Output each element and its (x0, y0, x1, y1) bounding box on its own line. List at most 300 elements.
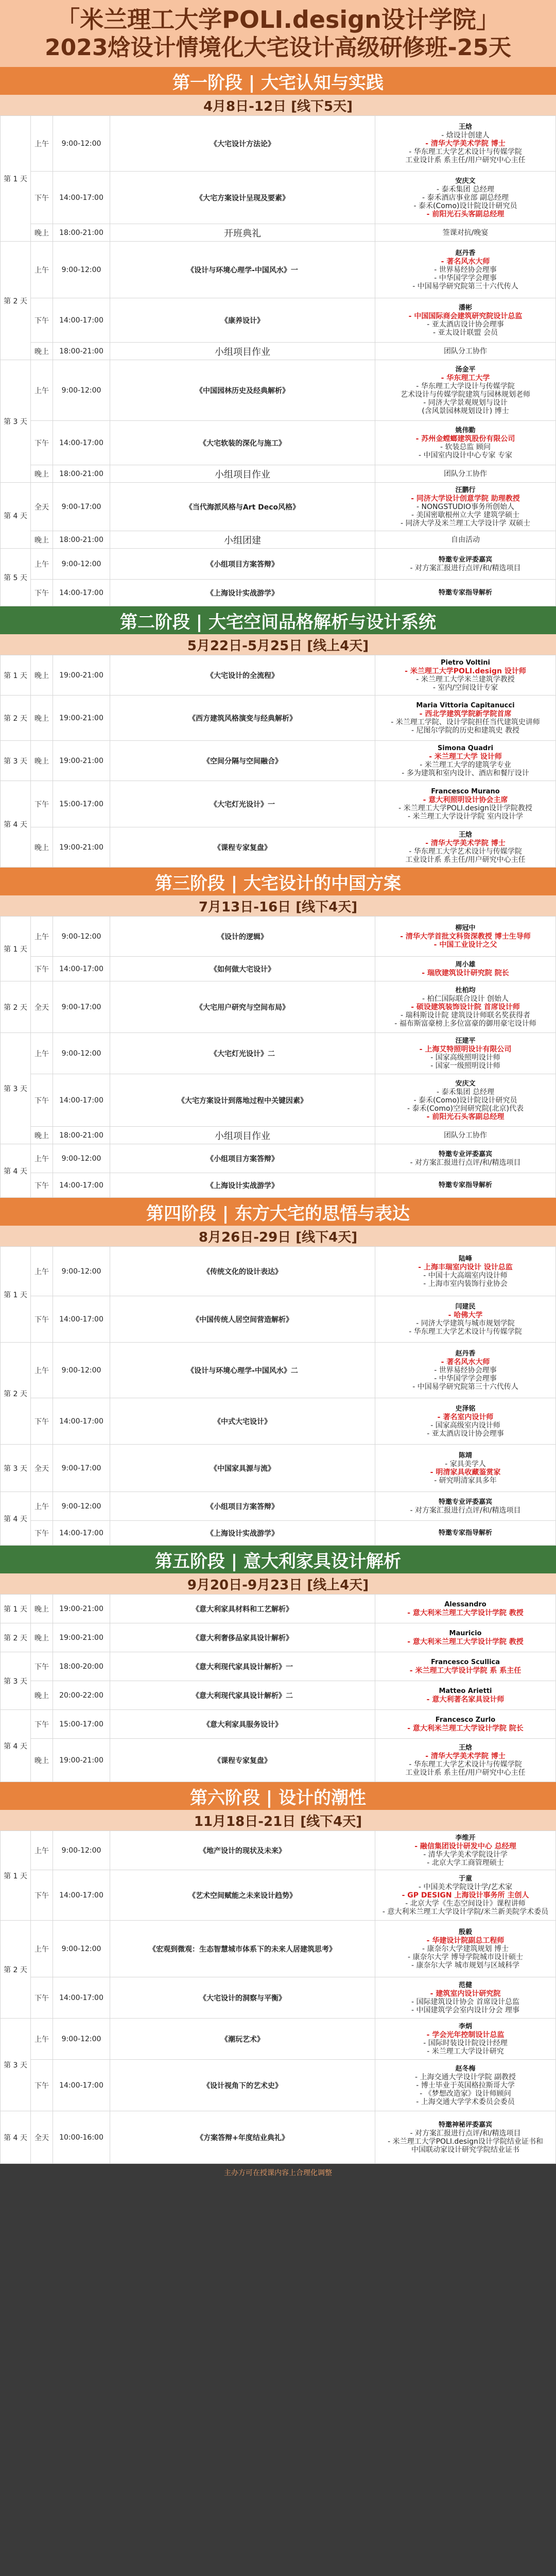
lecturer-credential: - 西北学建筑学院新学院首席 (419, 709, 512, 718)
footer-note: 主办方可在授课内容上合理化调整 (0, 2164, 556, 2181)
day-label: 第 4 天 (1, 781, 31, 868)
course-title: 《地产设计的现状及未来》 (110, 1831, 375, 1870)
session-time: 19:00-21:00 (53, 1623, 110, 1652)
lecturer-credential: - 中华国学学会理事 (434, 274, 497, 282)
course-title: 《意大利现代家具设计解析》二 (110, 1681, 375, 1710)
lecturer-info (375, 781, 556, 827)
session-period: 上午 (31, 1492, 53, 1521)
session-period: 上午 (31, 2019, 53, 2060)
schedule-row (1, 917, 556, 957)
lecturer-credential: - 同济大学设计创意学院 助理教授 (411, 494, 520, 503)
course-title: 《上海设计实战游学》 (110, 1521, 375, 1546)
schedule-table (0, 1594, 556, 1782)
lecturer-credential: - 华东理工大学 (441, 374, 490, 382)
lecturer-credential: - 福布斯富豪榜上多位富豪的御用豪宅设计师 (394, 1019, 536, 1028)
lecturer-credential: - 国家一级照明设计师 (430, 1061, 500, 1070)
lecturer-credential: - 亚太酒店设计协会理事 (427, 1429, 504, 1438)
stage-date: 8月26日-29日 [线下4天] (0, 1226, 556, 1246)
session-time: 9:00-12:00 (53, 1144, 110, 1173)
lecturer-credential: - 中国易学研究院第三十六代传人 (412, 1382, 518, 1391)
lecturer-credential: - 华建设计院副总工程师 (426, 1936, 505, 1945)
session-period: 上午 (31, 116, 53, 172)
lecturer-credential: - 《梦想改造家》设计师顾问 (420, 2089, 511, 2098)
session-period: 上午 (31, 549, 53, 580)
lecturer-info (375, 1921, 556, 1977)
schedule-row (1, 1247, 556, 1296)
lecturer-name: Maria Vittoria Capitanucci (416, 701, 515, 709)
lecturer-name: 安庆文 (455, 1079, 476, 1088)
session-period: 下午 (31, 1398, 53, 1445)
lecturer-info (375, 421, 556, 465)
day-label: 第 2 天 (1, 696, 31, 741)
lecturer-credential: - 中国十大高端室内设计师 (423, 1271, 508, 1280)
stage-date: 5月22日-5月25日 [线上4天] (0, 634, 556, 655)
session-period: 晚上 (31, 1681, 53, 1710)
lecturer-info (375, 172, 556, 224)
schedule-row (1, 298, 556, 343)
lecturer-credential: - 美国密歇根州立大学 建筑学硕士 (411, 511, 519, 519)
stage-date: 11月18日-21日 [线下4天] (0, 1810, 556, 1831)
lecturer-credential: - 中国室内设计中心专家 专家 (419, 451, 512, 460)
stage-section (0, 1782, 556, 2164)
course-title: 开班典礼 (110, 224, 375, 242)
lecturer-info (375, 483, 556, 531)
schedule-row (1, 1710, 556, 1739)
lecturer-info (375, 242, 556, 298)
schedule-row (1, 1831, 556, 1870)
lecturer-info (375, 655, 556, 696)
schedule-row (1, 957, 556, 981)
day-label: 第 4 天 (1, 2111, 31, 2164)
day-label: 第 3 天 (1, 2019, 31, 2111)
lecturer-credential: - 华东理工大学设计与传媒学院 (416, 382, 515, 391)
session-period: 下午 (31, 1521, 53, 1546)
session-time: 20:00-22:00 (53, 1681, 110, 1710)
lecturer-credential: - NONGSTUDIO事务所创始人 (416, 502, 514, 511)
lecturer-info (375, 1127, 556, 1144)
lecturer-credential: - 上海艾特照明设计有限公司 (419, 1045, 512, 1054)
lecturer-credential: - 对方案汇报进行点评/和/精选项目 (410, 2129, 521, 2138)
day-label: 第 4 天 (1, 1492, 31, 1546)
day-label: 第 1 天 (1, 1247, 31, 1343)
session-time: 9:00-12:00 (53, 1831, 110, 1870)
day-label: 第 1 天 (1, 655, 31, 696)
day-label: 第 3 天 (1, 1445, 31, 1492)
course-title: 《中式大宅设计》 (110, 1398, 375, 1445)
lecturer-name: Pietro Voltini (440, 658, 490, 667)
session-time: 19:00-21:00 (53, 741, 110, 781)
session-time: 10:00-16:00 (53, 2111, 110, 2164)
session-period: 下午 (31, 421, 53, 465)
lecturer-name: Matteo Arietti (439, 1687, 492, 1695)
lecturer-credential: - 米兰理工大学设计学院 室内设计学 (408, 812, 523, 821)
schedule-row (1, 242, 556, 298)
lecturer-credential: - 康奈尔大学 城市规划与区域科学 (411, 1961, 519, 1970)
day-label: 第 1 天 (1, 1595, 31, 1623)
lecturer-info (375, 1492, 556, 1521)
lecturer-info (375, 957, 556, 981)
day-label: 第 4 天 (1, 483, 31, 549)
lecturer-credential: - 瑞科斯设计院 建筑设计师联名奖获得者 (401, 1011, 530, 1020)
schedule-table (0, 916, 556, 1198)
lecturer-credential: - 硕设建筑装饰设计院 首席设计师 (411, 1003, 520, 1011)
day-label: 第 2 天 (1, 242, 31, 360)
stages-container (0, 67, 556, 2164)
lecturer-name: 汪鹏行 (455, 486, 476, 494)
lecturer-name: 潘彬 (458, 303, 472, 312)
day-label: 第 2 天 (1, 1623, 31, 1652)
schedule-row (1, 981, 556, 1033)
lecturer-name: 陈靖 (458, 1451, 472, 1460)
course-title: 《意大利家具材料和工艺解析》 (110, 1595, 375, 1623)
lecturer-info (375, 696, 556, 741)
session-period: 晚上 (31, 696, 53, 741)
session-period: 晚上 (31, 1623, 53, 1652)
lecturer-info (375, 1398, 556, 1445)
session-period: 上午 (31, 242, 53, 298)
session-time: 14:00-17:00 (53, 957, 110, 981)
lecturer-info (375, 981, 556, 1033)
schedule-table (0, 1831, 556, 2164)
lecturer-credential: - 米兰理工学院、设计学院担任当代建筑史讲师 (391, 718, 540, 726)
schedule-table (0, 115, 556, 606)
session-period: 下午 (31, 298, 53, 343)
schedule-row (1, 1492, 556, 1521)
session-time: 14:00-17:00 (53, 1296, 110, 1343)
schedule-row (1, 116, 556, 172)
session-period: 晚上 (31, 343, 53, 360)
session-time: 18:00-21:00 (53, 1127, 110, 1144)
stage-title: 第六阶段 | 设计的潮性 (0, 1782, 556, 1810)
lecturer-credential: - 研究明清家具多年 (434, 1476, 497, 1485)
session-period: 上午 (31, 917, 53, 957)
schedule-row (1, 1296, 556, 1343)
lecturer-credential: - 上海交通大学设计学院 副教授 (415, 2073, 516, 2081)
lecturer-credential: - 苏州金螳螂建筑股份有限公司 (415, 434, 515, 443)
schedule-row (1, 1870, 556, 1921)
lecturer-credential: 艺术设计与传媒学院建筑与园林规划老师 (401, 390, 530, 399)
lecturer-name: 赵丹香 (455, 1349, 476, 1358)
lecturer-name: 周小雄 (455, 960, 476, 969)
session-time: 9:00-12:00 (53, 116, 110, 172)
lecturer-credential: - 清华大学美术学院 博士 (425, 1752, 506, 1760)
lecturer-credential: - 哈佛大学 (448, 1311, 483, 1319)
lecturer-info (375, 298, 556, 343)
lecturer-name: 汤金平 (455, 365, 476, 374)
lecturer-info (375, 1623, 556, 1652)
session-period: 晚上 (31, 741, 53, 781)
course-title: 《空间分隔与空间融合》 (110, 741, 375, 781)
lecturer-name: 于童 (458, 1874, 472, 1883)
stage-date: 9月20日-9月23日 [线上4天] (0, 1573, 556, 1594)
session-period: 全天 (31, 483, 53, 531)
lecturer-name: Simona Quadri (437, 744, 494, 752)
lecturer-credential: - 华东理工大学艺术设计与传媒学院 (409, 1760, 522, 1769)
lecturer-info (375, 1445, 556, 1492)
lecturer-credential: - 中国美术学院设计学/艺术家 (418, 1883, 513, 1891)
session-time: 19:00-21:00 (53, 696, 110, 741)
course-title: 《上海设计实战游学》 (110, 1173, 375, 1198)
schedule-table (0, 1246, 556, 1546)
session-period: 上午 (31, 1921, 53, 1977)
stage-section (0, 868, 556, 1198)
schedule-row (1, 1623, 556, 1652)
schedule-row (1, 2111, 556, 2164)
schedule-row (1, 421, 556, 465)
lecturer-credential: - 清华大学美术学院设计学 (423, 1850, 508, 1859)
session-period: 全天 (31, 1445, 53, 1492)
session-period: 上午 (31, 1343, 53, 1398)
lecturer-credential: - 意大利照明设计协会主席 (423, 795, 508, 804)
lecturer-info (375, 1710, 556, 1739)
lecturer-info (375, 1831, 556, 1870)
day-label: 第 4 天 (1, 1144, 31, 1198)
lecturer-credential: - 米兰理工大学的建筑学专业 (420, 760, 511, 769)
day-label: 第 1 天 (1, 116, 31, 242)
day-label: 第 1 天 (1, 1831, 31, 1921)
lecturer-info (375, 2060, 556, 2111)
session-time: 19:00-21:00 (53, 1739, 110, 1782)
session-period: 下午 (31, 1977, 53, 2019)
lecturer-credential: - 华东理工大学艺术设计与传媒学院 (409, 847, 522, 856)
lecturer-credential: - 清华大学美术学院 博士 (425, 839, 506, 848)
day-label: 第 3 天 (1, 1652, 31, 1710)
schedule-table (0, 655, 556, 868)
course-title: 《大宅用户研究与空间布局》 (110, 981, 375, 1033)
lecturer-credential: - 同济大学建筑与城市规划学院 (416, 1319, 515, 1328)
course-title: 《大宅设计方法论》 (110, 116, 375, 172)
course-title: 《设计的逻辑》 (110, 917, 375, 957)
day-label: 第 5 天 (1, 549, 31, 606)
lecturer-info (375, 1173, 556, 1198)
course-title: 《课程专家复盘》 (110, 1739, 375, 1782)
schedule-row (1, 696, 556, 741)
schedule-row (1, 1398, 556, 1445)
lecturer-name: 陆峰 (458, 1255, 472, 1263)
lecturer-credential: - 米兰理工大学 设计师 (429, 752, 502, 761)
lecturer-info (375, 1247, 556, 1296)
session-time: 9:00-12:00 (53, 242, 110, 298)
lecturer-credential: - 康奈尔大学 博导学院城市设计硕士 (408, 1953, 523, 1961)
session-period: 上午 (31, 1144, 53, 1173)
course-title: 《潮玩艺术》 (110, 2019, 375, 2060)
lecturer-credential: - 融信集团设计研发中心 总经理 (414, 1842, 516, 1851)
lecturer-credential: - 华东理工大学艺术设计与传媒学院 (409, 147, 522, 156)
session-time: 14:00-17:00 (53, 1521, 110, 1546)
session-time: 18:00-21:00 (53, 343, 110, 360)
lecturer-info (375, 549, 556, 580)
session-time: 9:00-17:00 (53, 1445, 110, 1492)
course-title: 《意大利奢侈品家具设计解析》 (110, 1623, 375, 1652)
session-period: 全天 (31, 981, 53, 1033)
lecturer-name: Mauricio (449, 1629, 482, 1637)
lecturer-credential: - 上海丰瑞室内设计 设计总监 (418, 1263, 513, 1272)
header-banner (0, 0, 556, 67)
lecturer-credential: - 著名风水大师 (441, 257, 490, 266)
session-time: 9:00-12:00 (53, 1247, 110, 1296)
lecturer-credential: - 中国国际商会建筑研究院设计总监 (408, 312, 523, 320)
session-period: 下午 (31, 1710, 53, 1739)
stage-section (0, 1198, 556, 1546)
stage-section (0, 67, 556, 606)
schedule-row (1, 1445, 556, 1492)
lecturer-credential: 团队分工协作 (444, 1131, 487, 1140)
lecturer-info (375, 1296, 556, 1343)
lecturer-credential: - 中国建筑学会室内设计分会 理事 (411, 2006, 519, 2014)
lecturer-credential: - 国际建筑设计协会 首席设计总监 (411, 1997, 519, 2006)
course-title: 《中国园林历史及经典解析》 (110, 360, 375, 421)
schedule-row (1, 343, 556, 360)
lecturer-name: 特邀专业评委嘉宾 (438, 1498, 492, 1506)
lecturer-credential: - 米兰理工大学设计研究 (427, 2047, 504, 2056)
course-title: 《小组项目方案答辩》 (110, 1144, 375, 1173)
lecturer-info (375, 827, 556, 868)
course-title: 小组项目作业 (110, 465, 375, 483)
lecturer-name: 范健 (458, 1981, 472, 1989)
page-title: 「米兰理工大学POLI.design设计学院」 (56, 6, 500, 33)
day-label: 第 3 天 (1, 360, 31, 483)
lecturer-info (375, 1074, 556, 1127)
session-time: 15:00-17:00 (53, 781, 110, 827)
lecturer-info (375, 917, 556, 957)
lecturer-credential: - 意大利米兰理工大学设计学院/米兰新美院学术委员 (382, 1907, 549, 1916)
schedule-row (1, 1595, 556, 1623)
schedule-row (1, 172, 556, 224)
schedule-row (1, 2060, 556, 2111)
lecturer-credential: 工业设计系 系主任/用户研究中心主任 (405, 156, 526, 164)
lecturer-info (375, 1343, 556, 1398)
lecturer-credential: - 泰禾集团 总经理 (437, 1088, 494, 1096)
session-period: 下午 (31, 781, 53, 827)
lecturer-info (375, 2111, 556, 2164)
session-time: 9:00-12:00 (53, 1492, 110, 1521)
lecturer-credential: - 同济大学及米兰理工大学设计学 双硕士 (401, 519, 530, 528)
course-title: 《大宅方案设计呈现及要素》 (110, 172, 375, 224)
session-period: 下午 (31, 172, 53, 224)
lecturer-credential: - 华东理工大学艺术设计与传媒学院 (409, 1327, 522, 1336)
lecturer-credential: - 尼图尔学院的历史和建筑史 教授 (411, 726, 519, 735)
schedule-row (1, 465, 556, 483)
course-title: 《大宅灯光设计》一 (110, 781, 375, 827)
course-title: 《中国传统人居空间营造解析》 (110, 1296, 375, 1343)
session-time: 9:00-12:00 (53, 1921, 110, 1977)
lecturer-credential: - 意大利著名家具设计师 (426, 1695, 505, 1704)
session-time: 19:00-21:00 (53, 827, 110, 868)
lecturer-credential: - 米兰理工大学设计学院 系 系主任 (409, 1666, 522, 1675)
lecturer-info (375, 1652, 556, 1681)
session-time: 18:00-21:00 (53, 465, 110, 483)
schedule-row (1, 655, 556, 696)
day-label: 第 2 天 (1, 1343, 31, 1445)
schedule-row (1, 224, 556, 242)
session-time: 15:00-17:00 (53, 1710, 110, 1739)
course-title: 《大宅设计的洞察与平衡》 (110, 1977, 375, 2019)
schedule-row (1, 1921, 556, 1977)
course-title: 《小组项目方案答辩》 (110, 1492, 375, 1521)
lecturer-name: 姚伟勤 (455, 426, 476, 434)
lecturer-credential: - 柏仁国际联合设计 创始人 (422, 994, 509, 1003)
lecturer-info (375, 531, 556, 549)
lecturer-credential: - 世界易经协会理事 (434, 265, 497, 274)
lecturer-info (375, 1521, 556, 1546)
lecturer-info (375, 1033, 556, 1074)
stage-section (0, 606, 556, 868)
lecturer-name: 闫建民 (455, 1302, 476, 1311)
stage-section (0, 1546, 556, 1782)
lecturer-credential: - 泰禾(Como)空间研究院(北京)代表 (407, 1104, 524, 1113)
day-label: 第 3 天 (1, 741, 31, 781)
lecturer-credential: - 焓设计创建人 (441, 131, 490, 140)
lecturer-credential: - 中国易学研究院第三十六代传人 (412, 282, 518, 291)
lecturer-name: 柳冠中 (455, 924, 476, 932)
course-title: 小组团建 (110, 531, 375, 549)
lecturer-info (375, 343, 556, 360)
lecturer-credential: - 学会光年控制设计总监 (426, 2030, 505, 2039)
course-title: 《意大利现代家具设计解析》一 (110, 1652, 375, 1681)
session-period: 晚上 (31, 655, 53, 696)
session-time: 14:00-17:00 (53, 1173, 110, 1198)
lecturer-credential: - 前阳光石头客副总经理 (426, 210, 505, 218)
lecturer-info (375, 224, 556, 242)
session-time: 18:00-21:00 (53, 531, 110, 549)
session-time: 19:00-21:00 (53, 655, 110, 696)
course-title: 《意大利家具服务设计》 (110, 1710, 375, 1739)
lecturer-name: 李炳 (458, 2022, 472, 2030)
lecturer-credential: - 室内/空间设计专家 (432, 683, 498, 692)
lecturer-credential: - 国际时装设计院设计经理 (423, 2039, 508, 2047)
session-time: 9:00-12:00 (53, 1033, 110, 1074)
lecturer-name: 李维开 (455, 1834, 476, 1842)
session-time: 14:00-17:00 (53, 1074, 110, 1127)
course-title: 《中国家具源与流》 (110, 1445, 375, 1492)
lecturer-credential: 团队分工协作 (444, 347, 487, 355)
lecturer-name: 特邀专家指导解析 (438, 1181, 492, 1189)
schedule-row (1, 549, 556, 580)
lecturer-credential: 团队分工协作 (444, 469, 487, 478)
schedule-row (1, 1521, 556, 1546)
session-period: 晚上 (31, 531, 53, 549)
lecturer-name: 王焓 (458, 123, 472, 131)
course-title: 《设计与环境心理学-中国风水》二 (110, 1343, 375, 1398)
lecturer-name: 特邀神秘评委嘉宾 (438, 2121, 492, 2129)
course-title: 《上海设计实战游学》 (110, 580, 375, 606)
lecturer-credential: - 泰禾(Como)设计院设计研究员 (413, 201, 517, 210)
lecturer-name: 汪建平 (455, 1037, 476, 1045)
session-time: 14:00-17:00 (53, 172, 110, 224)
course-title: 《大宅方案设计到落地过程中关键因素》 (110, 1074, 375, 1127)
schedule-row (1, 1652, 556, 1681)
lecturer-credential: - 同济大学景观规划与设计 (423, 398, 508, 407)
session-time: 14:00-17:00 (53, 2060, 110, 2111)
session-time: 14:00-17:00 (53, 1398, 110, 1445)
day-label: 第 1 天 (1, 917, 31, 981)
lecturer-credential: (含风景园林规划设计) 博士 (422, 406, 509, 415)
lecturer-credential: - 意大利米兰理工大学设计学院 教授 (407, 1637, 524, 1646)
lecturer-credential: - 著名室内设计师 (437, 1413, 494, 1421)
session-period: 晚上 (31, 224, 53, 242)
session-period: 下午 (31, 2060, 53, 2111)
lecturer-name: Francesco Zurlo (435, 1716, 496, 1724)
stage-title: 第一阶段 | 大宅认知与实践 (0, 67, 556, 95)
schedule-row (1, 741, 556, 781)
lecturer-credential: - 中华国学学会理事 (434, 1374, 497, 1383)
lecturer-credential: - 博士毕业于英国格拉斯哥大学 (416, 2081, 515, 2090)
lecturer-credential: - 国家高级照明设计师 (430, 1053, 500, 1062)
schedule-row (1, 1343, 556, 1398)
session-period: 下午 (31, 1074, 53, 1127)
session-time: 9:00-12:00 (53, 549, 110, 580)
session-period: 全天 (31, 2111, 53, 2164)
